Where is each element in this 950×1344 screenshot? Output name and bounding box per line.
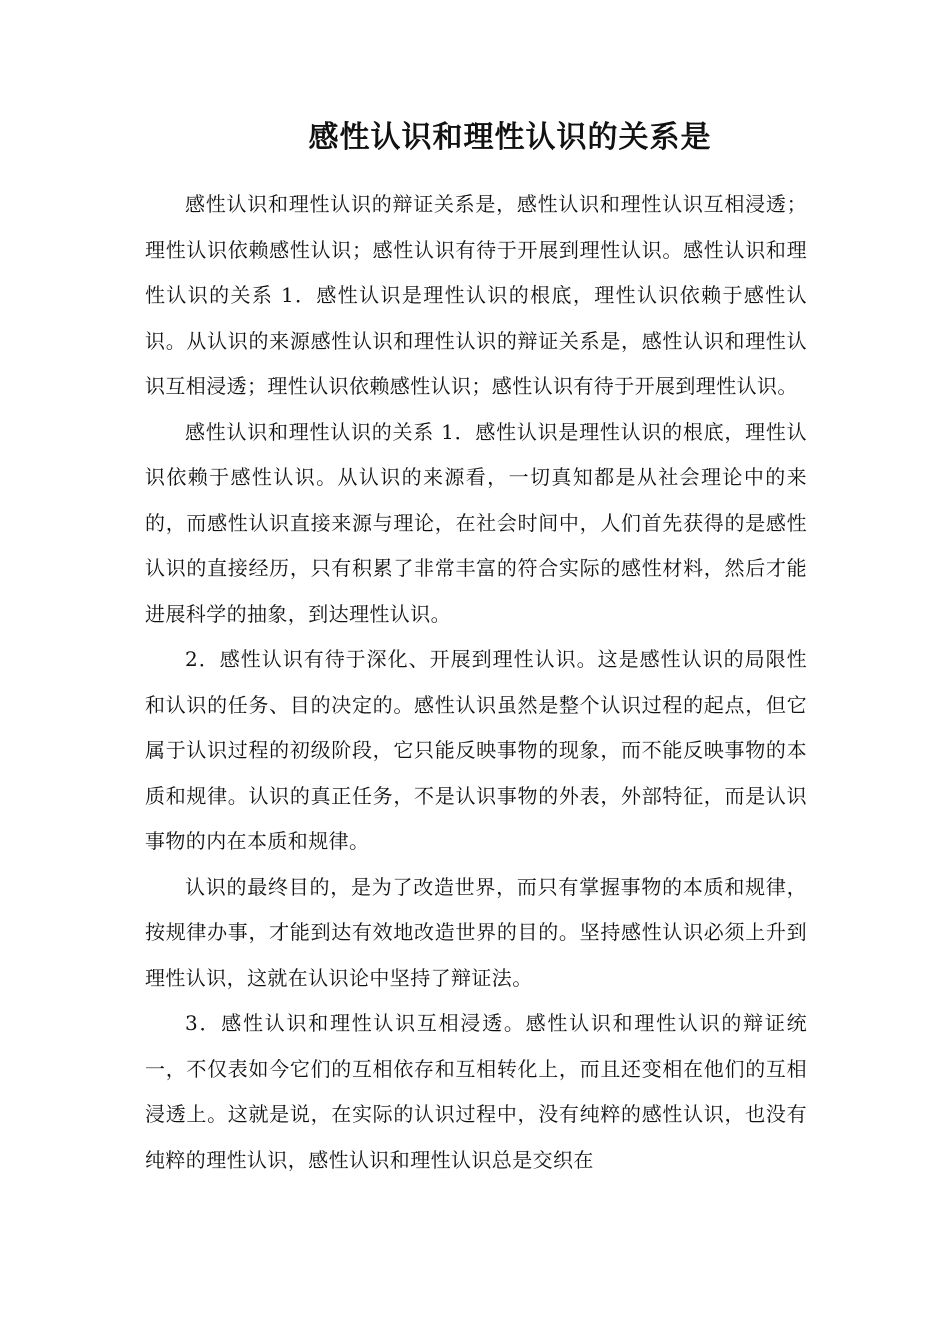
paragraph-2: 感性认识和理性认识的关系 1．感性认识是理性认识的根底，理性认识依赖于感性认识。从认识的来源看，一切真知都是从社会理论中的来的，而感性认识直接来源与理论，在社会时间中，人们首先获得的是感性认识的直接经历，只有积累了非常丰富的符合实际的感性材料，然后才能进展科学的抽象，到达理性认识。: [145, 419, 807, 626]
document-body: [145, 182, 807, 1183]
paragraph-1: 感性认识和理性认识的辩证关系是，感性认识和理性认识互相浸透；理性认识依赖感性认识；感性认识有待于开展到理性认识。感性认识和理性认识的关系 1．感性认识是理性认识的根底，理性认识依赖于感性认识。从认识的来源感性认识和理性认识的辩证关系是，感性认识和理性认识互相浸透；理性认识依赖感性认识；感性认识有待于开展到理性认识。: [145, 192, 807, 398]
paragraph-5: 3．感性认识和理性认识互相浸透。感性认识和理性认识的辩证统一，不仅表如今它们的互相依存和互相转化上，而且还变相在他们的互相浸透上。这就是说，在实际的认识过程中，没有纯粹的感性认识，也没有纯粹的理性认识，感性认识和理性认识总是交织在: [145, 1011, 807, 1172]
document-title: 感性认识和理性认识的关系是: [308, 120, 712, 155]
paragraph-4: 认识的最终目的，是为了改造世界，而只有掌握事物的本质和规律，按规律办事，才能到达有效地改造世界的目的。坚持感性认识必须上升到理性认识，这就在认识论中坚持了辩证法。: [145, 874, 807, 990]
paragraph-3: 2．感性认识有待于深化、开展到理性认识。这是感性认识的局限性和认识的任务、目的决定的。感性认识虽然是整个认识过程的起点，但它属于认识过程的初级阶段，它只能反映事物的现象，而不能反映事物的本质和规律。认识的真正任务，不是认识事物的外表，外部特征，而是认识事物的内在本质和规律。: [145, 647, 807, 853]
